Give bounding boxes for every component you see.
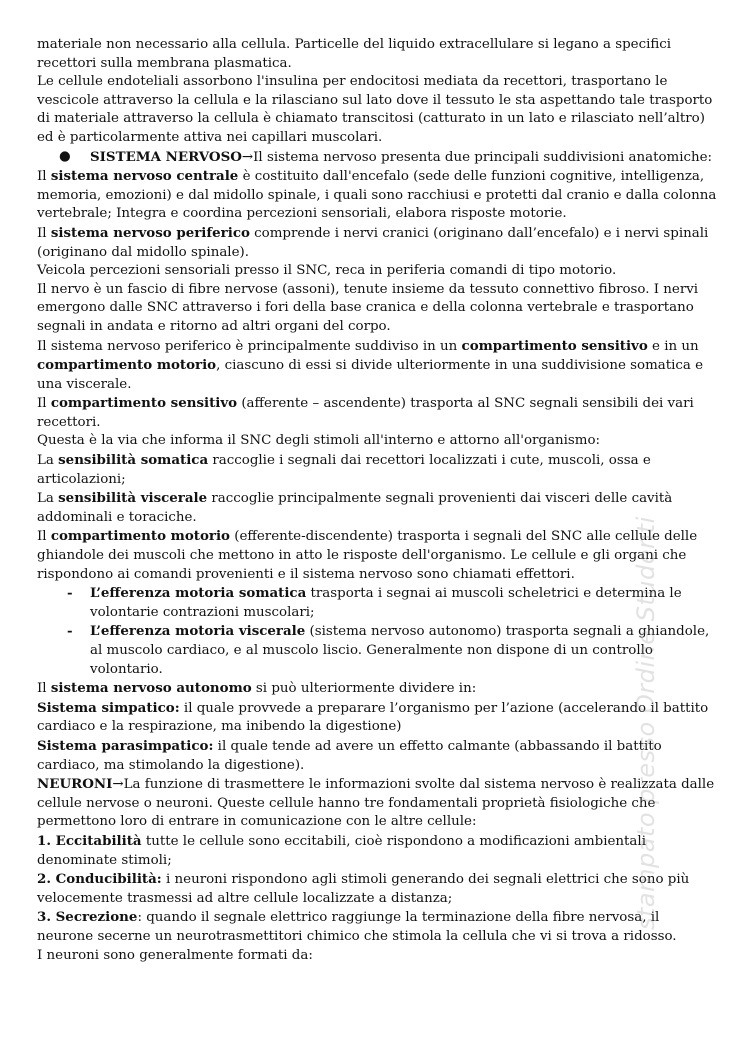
bullet-icon: ● (59, 148, 71, 164)
paragraph-snc: Il sistema nervoso centrale è costituito dall'encefalo (sede delle funzioni cognitive, intelligenza, memoria, emozioni) e dal midollo spinale, i quali sono racchiusi e protetti dal cranio e dalla colonna vertebrale; Integra e coordina percezioni sensoriali, elabora risposte motorie. (37, 168, 717, 222)
paragraph-endocytosis: materiale non necessario alla cellula. Particelle del liquido extracellulare si legano a specifici recettori sulla membrana plasmatica. (37, 37, 672, 71)
paragraph-transcytosis: Le cellule endoteliali assorbono l'insulina per endocitosi mediata da recettori, trasportano le vescicole attraverso la cellula e la rilasciano sul lato dove il tessuto le sta aspettando tale trasporto di materiale attraverso la cellula è chiamato transcitosi (catturato in un lato e rilasciato nell’altro) ed è particolarmente attiva nei capillari muscolari. (37, 74, 713, 145)
paragraph-sensibilita-somatica: La sensibilità somatica raccoglie i segnali dai recettori localizzati i cute, muscoli, ossa e articolazioni; (37, 452, 651, 487)
heading-sistema-nervoso: SISTEMA NERVOSO (90, 148, 242, 165)
dash-icon: - (67, 623, 73, 640)
paragraph-compartimenti: Il sistema nervoso periferico è principalmente suddiviso in un compartimento sensitivo e in un compartimento motorio, ciascuno di essi si divide ulteriormente in una suddivisione somatica e una viscerale. (37, 337, 704, 392)
paragraph-compartimento-motorio: Il compartimento motorio (efferente-discendente) trasporta i segnali del SNC alle cellule delle ghiandole dei muscoli che mettono in atto le risposte dell'organismo. Le cellule e gli organi che rispondono ai comandi provenienti e il sistema nervoso sono chiamati effettori. (37, 528, 698, 582)
paragraph-eccitabilita: 1. Eccitabilità tutte le cellule sono eccitabili, cioè rispondono a modificazioni ambientali denominate stimoli; (37, 832, 646, 868)
dash-item-efferenza-viscerale: - L’efferenza motoria viscerale (sistema nervoso autonomo) trasporta segnali a ghiandole, al muscolo cardiaco, e al muscolo liscio. Generalmente non dispone di un controllo volontario. (67, 623, 710, 677)
paragraph-compartimento-sensitivo: Il compartimento sensitivo (afferente – ascendente) trasporta al SNC segnali sensibili dei vari recettori. (37, 395, 694, 430)
watermark: stampato presso Ordine Studenti (632, 516, 660, 930)
paragraph-conducibilita: 2. Conducibilità: i neuroni rispondono agli stimoli generando dei segnali elettrici che sono più velocemente trasmessi ad altre cellule localizzate a distanza; (37, 871, 690, 906)
dash-item-efferenza-somatica: - L’efferenza motoria somatica trasporta i segnai ai muscoli scheletrici e determina le volontarie contrazioni muscolari; (67, 585, 682, 620)
bullet-sistema-nervoso: ● SISTEMA NERVOSO→Il sistema nervoso presenta due principali suddivisioni anatomiche: (59, 148, 713, 165)
paragraph-neuroni-formati: I neuroni sono generalmente formati da: (37, 947, 313, 963)
dash-icon: - (67, 585, 73, 602)
paragraph-simpatico: Sistema simpatico: il quale provvede a preparare l’organismo per l’azione (accelerando il battito cardiaco e la respirazione, ma inibendo la digestione) (37, 699, 709, 735)
paragraph-via: Questa è la via che informa il SNC degli stimoli all'interno e attorno all'organismo: (37, 433, 601, 449)
paragraph-secrezione: 3. Secrezione: quando il segnale elettrico raggiunge la terminazione della fibre nervosa, il neurone secerne un neurotrasmettitori chimico che stimola la cellula che vi si trova a ridosso. (37, 909, 677, 944)
paragraph-snp: Il sistema nervoso periferico comprende i nervi cranici (originano dall’encefalo) e i nervi spinali (originano dal midollo spinale). (37, 224, 709, 260)
paragraph-neuroni: NEURONI→La funzione di trasmettere le informazioni svolte dal sistema nervoso è realizzata dalle cellule nervose o neuroni. Queste cellule hanno tre fondamentali proprietà fisiologiche che permettono loro di entrare in comunicazione con le altre cellule: (37, 776, 715, 830)
paragraph-autonomo: Il sistema nervoso autonomo si può ulteriormente dividere in: (37, 680, 477, 697)
document-page (37, 36, 717, 965)
paragraph-sensibilita-viscerale: La sensibilità viscerale raccoglie principalmente segnali provenienti dai visceri delle cavità addominali e toraciche. (37, 490, 673, 525)
paragraph-nervo: Il nervo è un fascio di fibre nervose (assoni), tenute insieme da tessuto connettivo fibroso. I nervi emergono dalle SNC attraverso i fori della base cranica e della colonna vertebrale e trasportano segnali in andata e ritorno ad altri organi del corpo. (37, 281, 699, 334)
paragraph-veicola: Veicola percezioni sensoriali presso il SNC, reca in periferia comandi di tipo motorio. (37, 263, 617, 279)
paragraph-parasimpatico: Sistema parasimpatico: il quale tende ad avere un effetto calmante (abbassando il battito cardiaco, ma stimolando la digestione). (37, 737, 662, 773)
